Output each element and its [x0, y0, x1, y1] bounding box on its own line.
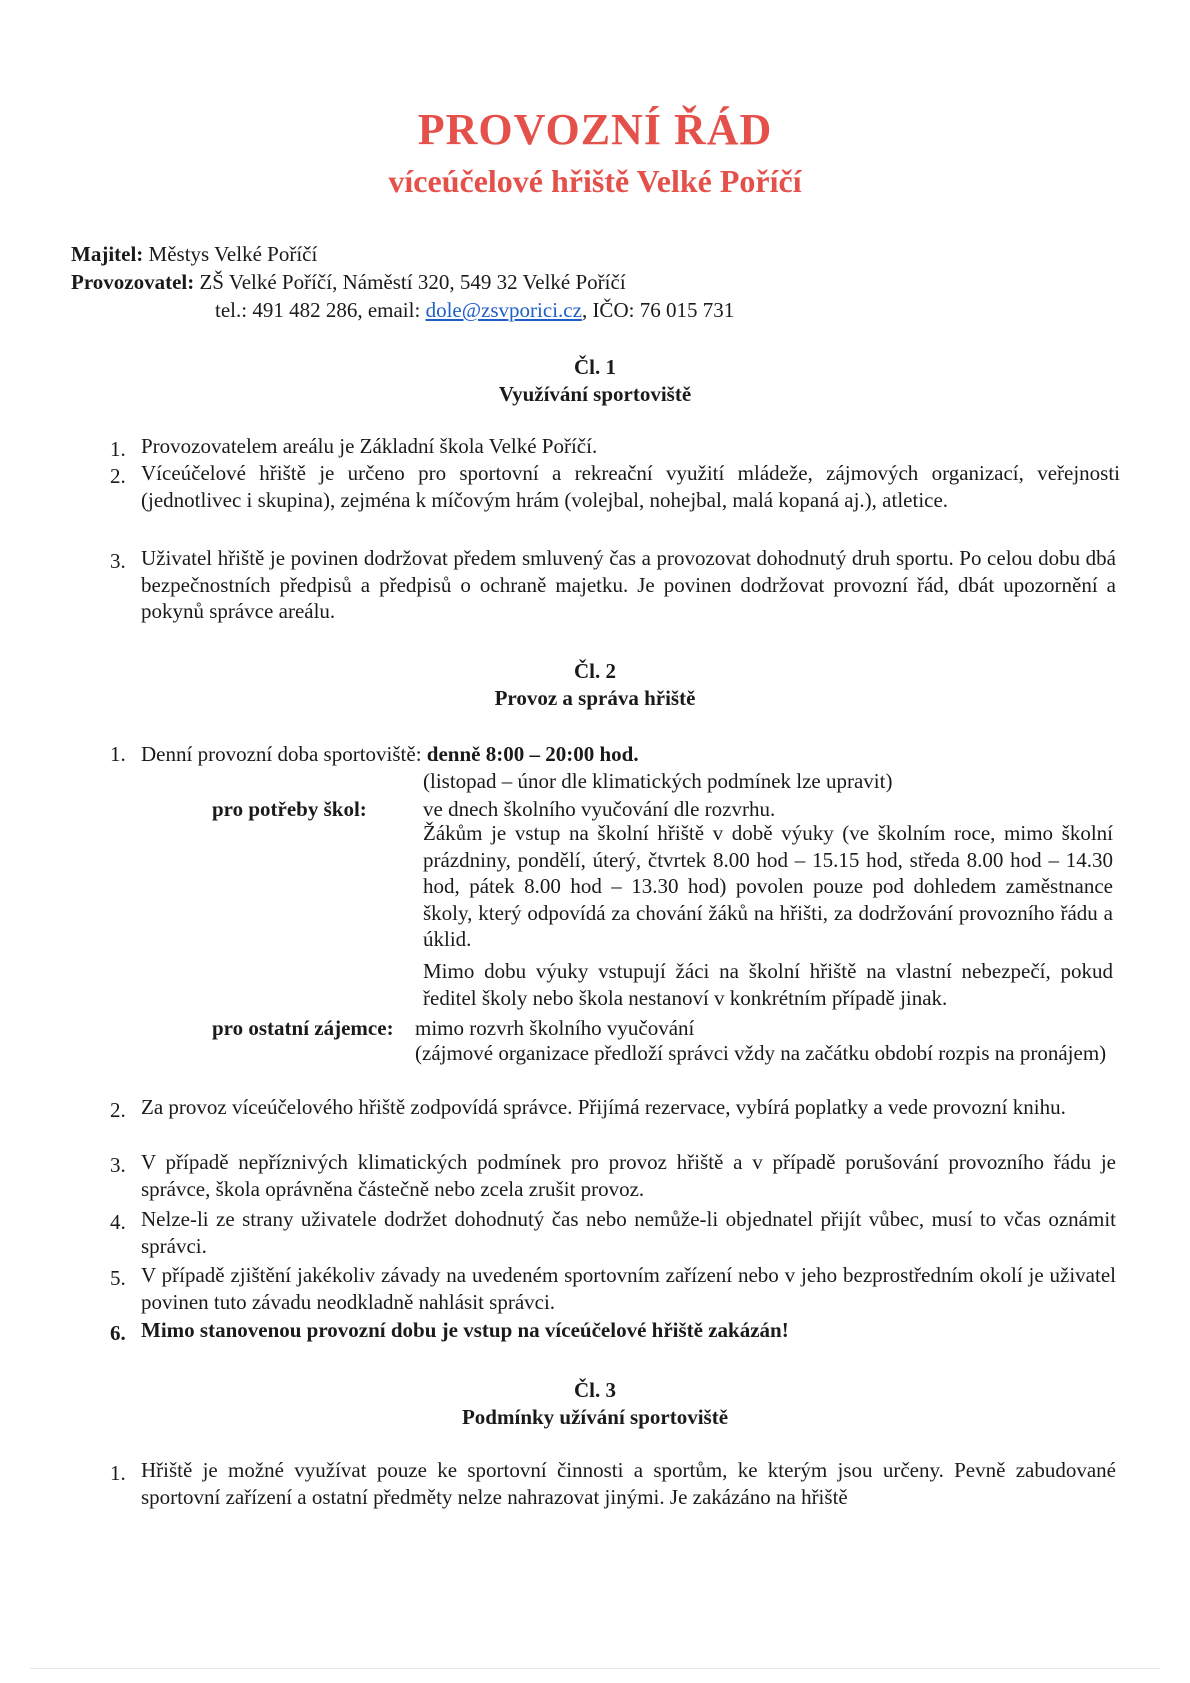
others-text: (zájmové organizace předloží správci vždy na začátku období rozpis na pronájem)	[415, 1041, 1107, 1065]
art2-item-4-text: Nelze-li ze strany uživatele dodržet dohodnutý čas nebo nemůže-li objednatel přijít vůbec, musí to včas oznámit správci.	[141, 1207, 1116, 1258]
contact-prefix: tel.: 491 482 286, email:	[215, 298, 426, 322]
schools-line: ve dnech školního vyučování dle rozvrhu.	[423, 797, 776, 821]
operator-line	[71, 270, 626, 295]
article-3-heading: Podmínky užívání sportoviště	[461, 1405, 729, 1429]
art2-item-6-text: Mimo stanovenou provozní dobu je vstup na víceúčelové hřiště zakázán!	[141, 1318, 789, 1342]
art1-item-2-text: Víceúčelové hřiště je určeno pro sportovní a rekreační využití mládeže, zájmových organizací, veřejnosti (jednotlivec i skupina), zejména k míčovým hrám (volejbal, nohejbal, malá kopaná aj.), atletice.	[141, 461, 1120, 512]
schools-label: pro potřeby škol:	[212, 797, 367, 821]
document-subtitle: víceúčelové hřiště Velké Poříčí	[388, 163, 802, 199]
email-link[interactable]: dole@zsvporici.cz	[425, 298, 582, 322]
contact-line	[215, 298, 734, 323]
art1-item-3-text: Uživatel hřiště je povinen dodržovat předem smluvený čas a provozovat dohodnutý druh sportu. Po celou dobu dbá bezpečnostních předpisů a předpisů o ochraně majetku. Je povinen dodržovat provozní řád, dbát upozornění a pokynů správce areálu.	[141, 546, 1116, 623]
owner-label: Majitel:	[71, 242, 144, 266]
others-line: mimo rozvrh školního vyučování	[415, 1016, 695, 1040]
operating-hours-label: Denní provozní doba sportoviště:	[141, 742, 427, 766]
others-label: pro ostatní zájemce:	[212, 1016, 394, 1040]
art2-item-3-number: 3.	[110, 1153, 126, 1177]
art1-item-3-number: 3.	[110, 549, 126, 573]
art2-item-4-number: 4.	[110, 1210, 126, 1234]
art2-item-6-number: 6.	[110, 1321, 126, 1345]
owner-value: Městys Velké Poříčí	[148, 242, 318, 266]
operating-hours-note: (listopad – únor dle klimatických podmínek lze upravit)	[423, 769, 893, 793]
art2-item-1-line	[141, 742, 639, 767]
schools-text: Žákům je vstup na školní hřiště v době výuky (ve školním roce, mimo školní prázdniny, pondělí, úterý, čtvrtek 8.00 hod – 15.15 hod, středa 8.00 hod – 14.30 hod, pátek 8.00 hod – 13.30 hod) povolen pouze pod dohledem zaměstnance školy, který odpovídá za chování žáků na hřišti, za dodržování provozního řádu a úklid.	[423, 821, 1113, 951]
operator-value: ZŠ Velké Poříčí, Náměstí 320, 549 32 Velké Poříčí	[199, 270, 626, 294]
article-2-heading: Provoz a správa hřiště	[494, 686, 696, 710]
article-2-number: Čl. 2	[574, 659, 616, 683]
art2-item-5-text: V případě zjištění jakékoliv závady na uvedeném sportovním zařízení nebo v jeho bezprostředním okolí je uživatel povinen tuto závadu neodkladně nahlásit správci.	[141, 1263, 1116, 1314]
art3-item-1-text: Hřiště je možné využívat pouze ke sportovní činnosti a sportům, ke kterým jsou určeny. Pevně zabudované sportovní zařízení a ostatní předměty nelze nahrazovat jinými. Je zakázáno na hřiště	[141, 1458, 1116, 1509]
operator-label: Provozovatel:	[71, 270, 195, 294]
art1-item-1-number: 1.	[110, 437, 126, 461]
operating-hours-value: denně 8:00 – 20:00 hod.	[426, 742, 639, 766]
article-3-number: Čl. 3	[574, 1378, 616, 1402]
article-1-heading: Využívání sportoviště	[498, 382, 692, 406]
art3-item-1-number: 1.	[110, 1461, 126, 1485]
art1-item-1-text: Provozovatelem areálu je Základní škola Velké Poříčí.	[141, 434, 598, 458]
contact-suffix: , IČO: 76 015 731	[581, 298, 735, 322]
art2-item-1-number: 1.	[110, 742, 126, 766]
document-title: PROVOZNÍ ŘÁD	[417, 105, 773, 154]
article-1-number: Čl. 1	[574, 355, 616, 379]
art1-item-2-number: 2.	[110, 464, 126, 488]
art2-item-2-text: Za provoz víceúčelového hřiště zodpovídá správce. Přijímá rezervace, vybírá poplatky a vede provozní knihu.	[141, 1095, 1066, 1119]
art2-item-2-number: 2.	[110, 1098, 126, 1122]
art2-item-5-number: 5.	[110, 1266, 126, 1290]
owner-line	[71, 242, 317, 267]
schools-text-2: Mimo dobu výuky vstupují žáci na školní hřiště na vlastní nebezpečí, pokud ředitel školy nebo škola nestanoví v konkrétním případě jinak.	[423, 959, 1113, 1010]
page-edge-line	[30, 1668, 1160, 1669]
art2-item-3-text: V případě nepříznivých klimatických podmínek pro provoz hřiště a v případě porušování provozního řádu je správce, škola oprávněna částečně nebo zcela zrušit provoz.	[141, 1150, 1116, 1201]
